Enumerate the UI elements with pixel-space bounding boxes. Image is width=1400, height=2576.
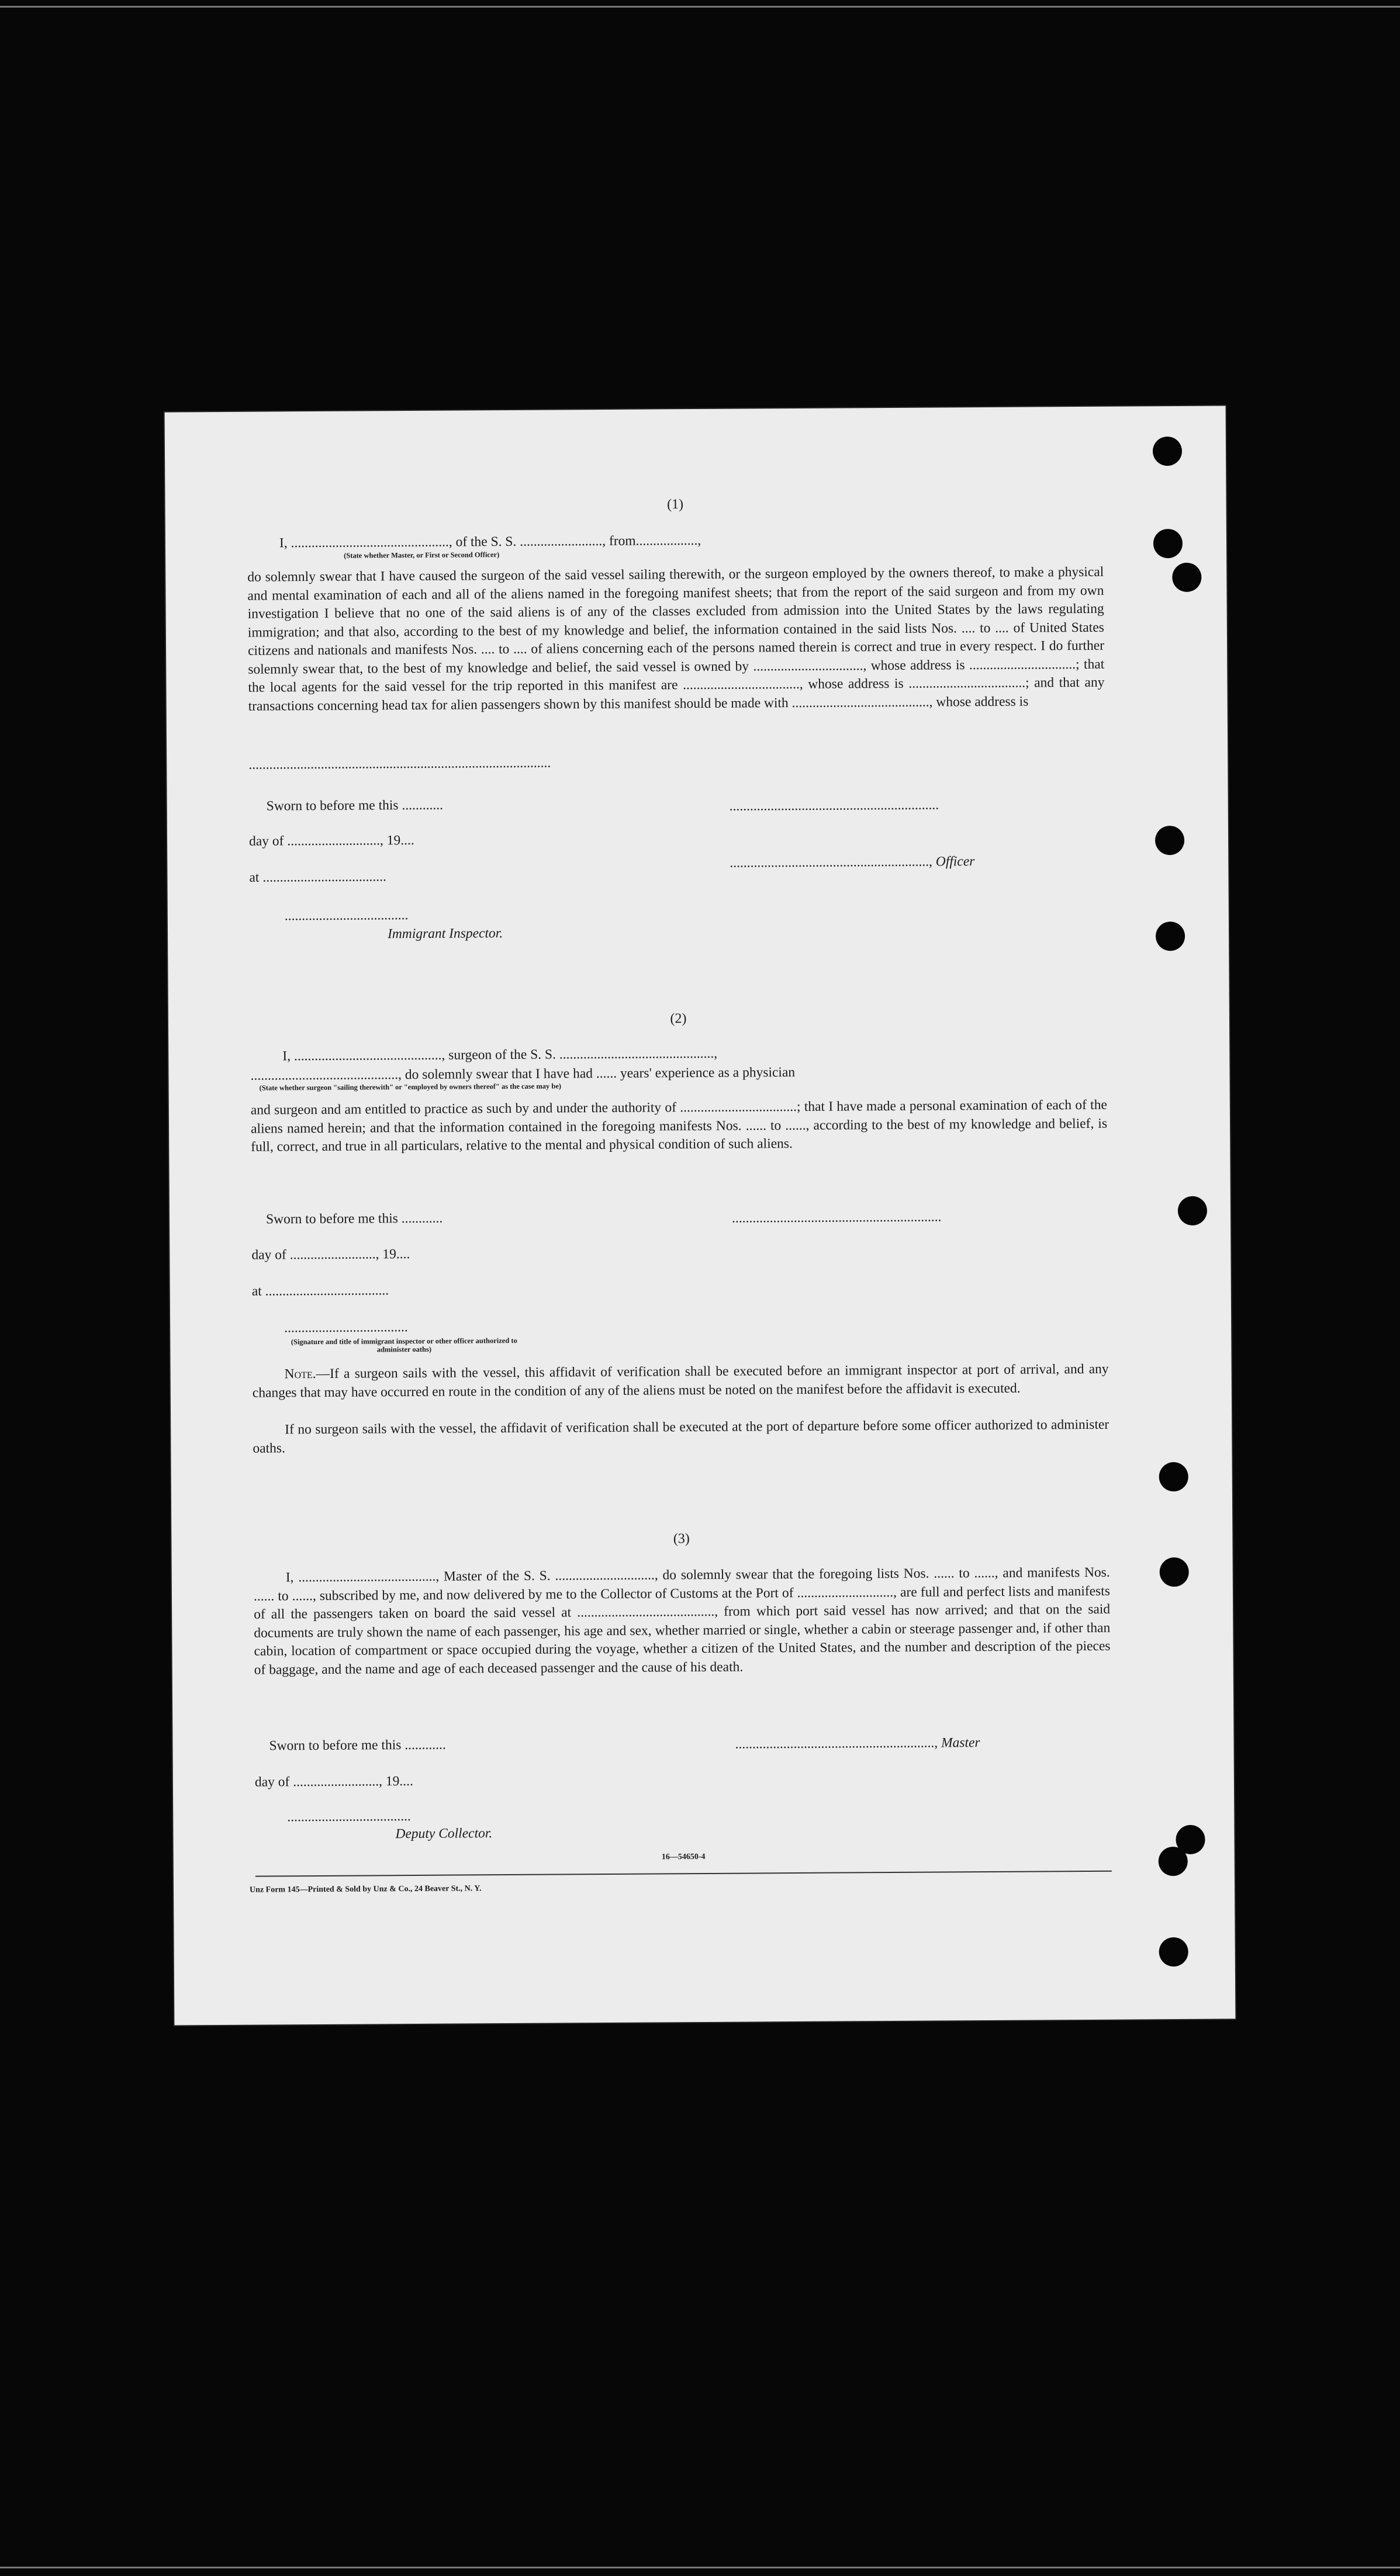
- section-2-second-line: ..........................................., do solemnly swear that I have had ...... years' experience as a physician: [250, 1065, 796, 1083]
- punch-hole-icon: [1156, 922, 1185, 951]
- punch-hole-icon: [1153, 529, 1183, 558]
- section-3-sworn-line: Sworn to before me this ............: [269, 1737, 446, 1754]
- section-1-trailing-dots: ........................................................................................: [248, 755, 551, 773]
- form-content: [247, 407, 1111, 1895]
- section-3-master-line: .........................................................., Master: [735, 1735, 980, 1752]
- section-2-first-line: I, ..........................................., surgeon of the S. S. .............................................,: [282, 1045, 718, 1064]
- section-1-caption: (State whether Master, or First or Second Officer): [344, 550, 500, 560]
- form-number: 16—54650-4: [661, 1852, 706, 1862]
- punch-hole-icon: [1159, 1462, 1188, 1491]
- section-2-note-2: If no surgeon sails with the vessel, the affidavit of verification shall be executed at the port of departure before some officer authorized to administer oaths.: [253, 1417, 1109, 1456]
- section-2-day-line: day of ........................., 19....: [251, 1247, 410, 1263]
- section-1-number: (1): [666, 497, 684, 513]
- printer-footer: Unz Form 145—Printed & Sold by Unz & Co., 24 Beaver St., N. Y.: [249, 1884, 482, 1895]
- section-3-day-line: day of ........................., 19....: [254, 1774, 413, 1790]
- section-3-deputy-signature-line: ....................................: [287, 1809, 411, 1825]
- punch-hole-icon: [1160, 1557, 1189, 1587]
- section-3-master-title: Master: [941, 1735, 980, 1751]
- section-2-sworn-line: Sworn to before me this ............: [265, 1210, 443, 1227]
- top-edge-line: [0, 6, 1400, 8]
- section-2-surgeon-signature-line: .............................................................: [731, 1209, 942, 1226]
- footer-rule: [255, 1871, 1112, 1877]
- section-2-inspector-signature-line: ....................................: [284, 1320, 408, 1336]
- section-1-first-line: I, .............................................., of the S. S. ........................, from..................,: [279, 532, 701, 551]
- section-1-officer-title: Officer: [935, 854, 975, 870]
- section-2-oath-paragraph: and surgeon and am entitled to practice as such by and under the authority of ..................................; that I have made a personal examination of each of the aliens named herein; and that the information contained in the foregoing manifests Nos. ...... to ......, according to the best of my knowledge and belief, is full, correct, and true in all particulars, relative to the mental and physical condition of such aliens.: [250, 1097, 1108, 1155]
- section-3-oath-paragraph: I, ........................................, Master of the S. S. ............................., do solemnly swear that the foregoing lists Nos. ...... to ......, and manifests Nos. ...... to ......, subscribed by me, and now delivered by me to the Collector of Customs at the Port of ............................, are full and perfect lists and manifests of all the passengers taken on board the said vessel at ........................................, from which port said vessel has now arrived; and that on the said documents are truly shown the name of each passenger, his age and sex, whether married or single, whether a cabin or steerage passenger and, if other than cabin, location of compartment or space occupied during the voyage, whether a citizen of the United States, and the number and description of the pieces of baggage, and the name and age of each deceased passenger and the cause of his death.: [253, 1564, 1111, 1678]
- bottom-edge-line: [0, 2567, 1400, 2568]
- section-1-sworn-line: Sworn to before me this ............: [266, 797, 443, 814]
- punch-hole-icon: [1178, 1196, 1207, 1225]
- section-1-inspector-signature-line: ....................................: [284, 908, 409, 924]
- punch-hole-icon: [1159, 1937, 1188, 1966]
- section-3-deputy-title: Deputy Collector.: [395, 1826, 493, 1842]
- section-1-at-line: at ....................................: [249, 869, 386, 885]
- section-1-officer-line-1: .............................................................: [729, 797, 939, 814]
- section-2-number: (2): [670, 1011, 687, 1027]
- section-1-oath-paragraph: do solemnly swear that I have caused the surgeon of the said vessel sailing therewith, or the surgeon employed by the owners thereof, to make a physical and mental examination of each and all of the aliens named in the foregoing manifest sheets; that from the report of the said surgeon and from my own investigation I believe that no one of the said aliens is of any of the classes excluded from admission into the United States by the laws regulating immigration; and that also, according to the best of my knowledge and belief, the information contained in the said lists Nos. .... to .... of United States citizens and nationals and manifests Nos. .... to .... of aliens concerning each of the persons named therein is correct and true in every respect. I do further solemnly swear that, to the best of my knowledge and belief, the said vessel is owned by ................................, whose address is ...............................; that the local agents for the said vessel for the trip reported in this manifest are .................................., whose address is ..................................; and that any transactions concerning head tax for alien passengers shown by this manifest should be made with ........................................, whose address is: [247, 564, 1105, 714]
- punch-hole-icon: [1153, 437, 1182, 466]
- punch-hole-icon: [1172, 563, 1201, 592]
- punch-hole-icon: [1155, 826, 1184, 855]
- section-2-signature-caption: (Signature and title of immigrant inspector or other officer authorized to administer oaths): [291, 1336, 517, 1354]
- section-2-at-line: at ....................................: [251, 1283, 389, 1299]
- section-1-officer-line-2: .........................................................., Officer: [730, 854, 975, 871]
- note-label: Note.: [284, 1366, 316, 1382]
- section-1-day-line: day of ..........................., 19....: [248, 832, 414, 849]
- section-2-caption: (State whether surgeon "sailing therewith" or "employed by owners thereof" as the case may be): [259, 1082, 562, 1092]
- section-3-number: (3): [673, 1531, 690, 1547]
- punch-hole-icon: [1159, 1847, 1188, 1876]
- section-1-inspector-title: Immigrant Inspector.: [387, 926, 503, 942]
- section-2-note: Note.—If a surgeon sails with the vessel, this affidavit of verification shall be executed before an immigrant inspector at port of arrival, and any changes that may have occurred en route in the condition of any of the aliens must be noted on the manifest before the affidavit is executed.: [252, 1361, 1109, 1401]
- manifest-back-page: [165, 406, 1236, 2025]
